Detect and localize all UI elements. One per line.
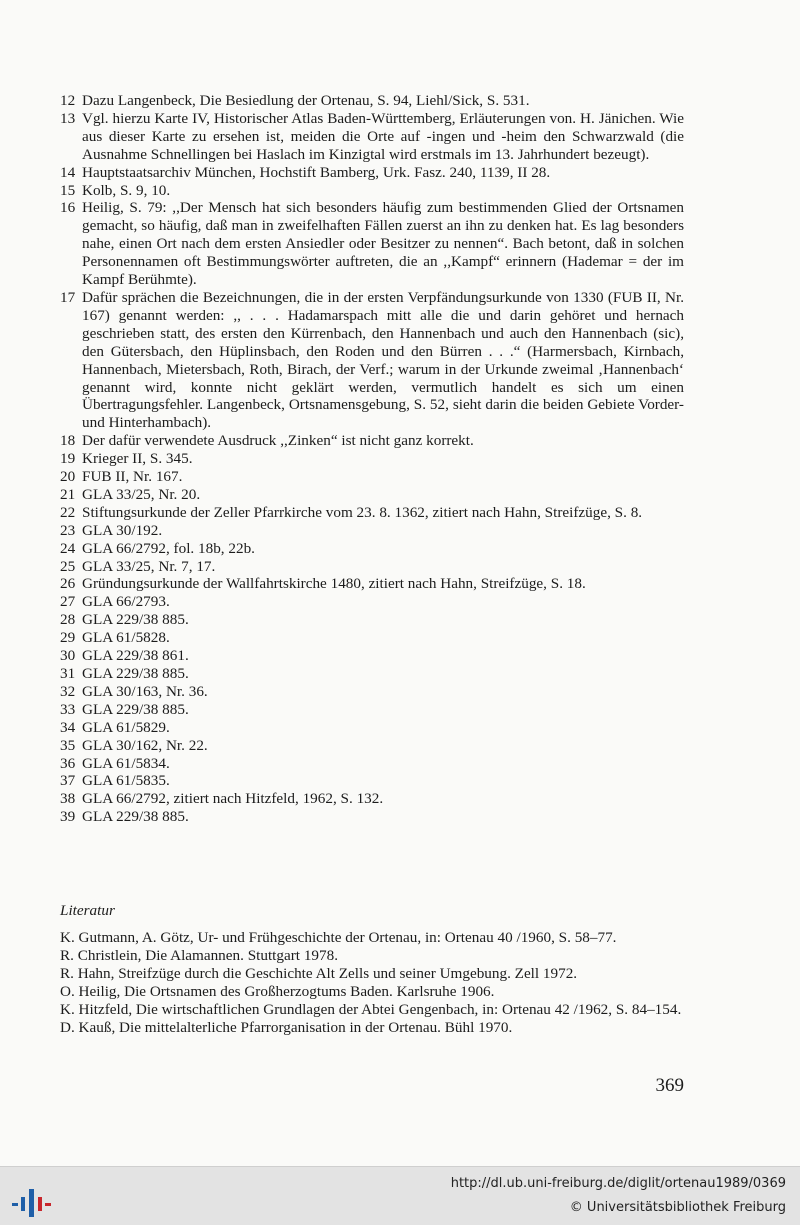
footnote-number: 20 (60, 468, 76, 486)
footnote-number: 26 (60, 575, 76, 593)
footnote-text: GLA 229/38 885. (82, 808, 189, 826)
ub-freiburg-logo-icon[interactable] (12, 1181, 52, 1217)
footnote-text: GLA 30/162, Nr. 22. (82, 736, 208, 754)
footnote-item (60, 772, 684, 790)
footnote-number: 27 (60, 593, 76, 611)
footnote-item (60, 486, 684, 504)
literatur-entry: O. Heilig, Die Ortsnamen des Großherzogtums Baden. Karlsruhe 1906. (60, 982, 495, 1000)
footnote-item (60, 737, 684, 755)
footnote-text: Der dafür verwendete Ausdruck ,,Zinken“ ist nicht ganz korrekt. (82, 432, 474, 450)
footnote-text: GLA 66/2792, fol. 18b, 22b. (82, 539, 255, 557)
footnote-text: Kolb, S. 9, 10. (82, 181, 171, 199)
footnote-text: GLA 61/5835. (82, 772, 170, 790)
footnote-number: 32 (60, 682, 76, 700)
footnote-number: 21 (60, 485, 76, 503)
footnote-text: FUB II, Nr. 167. (82, 468, 183, 486)
footnote-text: Krieger II, S. 345. (82, 450, 193, 468)
footnote-text: Gründungsurkunde der Wallfahrtskirche 1480, zitiert nach Hahn, Streifzüge, S. 18. (82, 575, 586, 593)
footnote-item (60, 665, 684, 683)
literatur-entry: R. Hahn, Streifzüge durch die Geschichte Alt Zells und seiner Umgebung. Zell 1972. (60, 964, 578, 982)
footnote-text: Dafür sprächen die Bezeichnungen, die in der ersten Verpfändungsurkunde von 1330 (FUB II, Nr. 167) genannt werden: ,, . . . Hadamarspach mitt alle die und darin gehöret und hernach geschrieben statt, des ersten den Kürrenbach, den Hannenbach und auch den Hannenbach (sic), den Gütersbach, den Hüplinsbach, den Roden und den Bürren . . .“ (Harmersbach, Kirnbach, Hannenbach, Mietersbach, Roth, Birach, der Verf.; warum in der Urkunde zweimal ‚Hannenbach‘ genannt wird, konnte nicht geklärt werden, vermutlich handelt es sich um einen Übertragungsfehler. Langenbeck, Ortsnamensgebung, S. 52, sieht darin die beiden Gebiete Vorder- und Hinterhambach). (82, 288, 684, 432)
literatur-entry: K. Hitzfeld, Die wirtschaftlichen Grundlagen der Abtei Gengenbach, in: Ortenau 42 /1962, S. 84–154. (60, 1000, 682, 1018)
footnote-number: 17 (60, 288, 76, 306)
footnote-number: 15 (60, 181, 76, 199)
footnote-item (60, 432, 684, 450)
footnote-item (60, 790, 684, 808)
footnote-text: GLA 229/38 885. (82, 611, 189, 629)
footnote-item (60, 701, 684, 719)
footnote-text: GLA 229/38 885. (82, 700, 189, 718)
footnote-text: GLA 30/192. (82, 521, 163, 539)
footnote-item (60, 719, 684, 737)
footnote-number: 16 (60, 199, 76, 217)
footnote-number: 24 (60, 539, 76, 557)
footnote-item (60, 450, 684, 468)
footnote-text: GLA 33/25, Nr. 7, 17. (82, 557, 216, 575)
footnote-number: 19 (60, 450, 76, 468)
source-url-link[interactable]: http://dl.ub.uni-freiburg.de/diglit/ortenau1989/0369 (450, 1176, 786, 1191)
footer-bar (0, 1166, 800, 1225)
footnote-number: 39 (60, 808, 76, 826)
footnote-item (60, 558, 684, 576)
literatur-entry: R. Christlein, Die Alamannen. Stuttgart 1978. (60, 946, 338, 964)
footnote-number: 22 (60, 503, 76, 521)
footnote-text: GLA 33/25, Nr. 20. (82, 485, 201, 503)
footnote-item (60, 575, 684, 593)
footnote-number: 12 (60, 92, 76, 109)
footnote-item (60, 182, 684, 200)
footnote-number: 35 (60, 736, 76, 754)
footnote-number: 28 (60, 611, 76, 629)
footnotes-list (60, 92, 684, 826)
footnote-item (60, 164, 684, 182)
footnote-number: 30 (60, 647, 76, 665)
footnote-number: 18 (60, 432, 76, 450)
footnote-item (60, 199, 684, 289)
footnote-number: 33 (60, 700, 76, 718)
literatur-list (60, 929, 684, 1036)
footnote-number: 29 (60, 629, 76, 647)
footnote-number: 25 (60, 557, 76, 575)
footnote-text: GLA 66/2793. (82, 593, 170, 611)
footnote-item (60, 504, 684, 522)
footnote-text: GLA 61/5829. (82, 718, 170, 736)
literatur-heading: Literatur (60, 902, 115, 919)
footnote-item (60, 540, 684, 558)
footnote-text: GLA 229/38 885. (82, 665, 189, 682)
footnote-item (60, 808, 684, 826)
literatur-entry: D. Kauß, Die mittelalterliche Pfarrorganisation in der Ortenau. Bühl 1970. (60, 1018, 513, 1036)
footnote-item (60, 110, 684, 164)
footnote-item (60, 629, 684, 647)
footnote-text: Heilig, S. 79: ,,Der Mensch hat sich besonders häufig zum bestimmenden Glied der Ortsnamen gemacht, so häufig, daß man in zweifelhaften Fällen zuerst an ihn zu denken hat. Es lag besonders nahe, einen Ort nach dem ersten Ansiedler oder Besitzer zu nennen“. Bach betont, daß in solchen Personennamen oft Bestimmungswörter auftreten, die an ,,Kampf“ erinnern (Hademar = der im Kampf Berühmte). (82, 199, 684, 289)
footnote-number: 14 (60, 163, 76, 181)
footnote-item (60, 289, 684, 432)
footnote-text: GLA 229/38 861. (82, 647, 189, 665)
footnote-text: Dazu Langenbeck, Die Besiedlung der Ortenau, S. 94, Liehl/Sick, S. 531. (82, 92, 530, 109)
footnote-number: 34 (60, 718, 76, 736)
footnote-item (60, 611, 684, 629)
footnote-item (60, 92, 684, 110)
footnote-number: 13 (60, 109, 76, 127)
footnote-item (60, 683, 684, 701)
footnote-number: 38 (60, 790, 76, 808)
literatur-entry: K. Gutmann, A. Götz, Ur- und Frühgeschichte der Ortenau, in: Ortenau 40 /1960, S. 58–77. (60, 929, 617, 946)
footnote-text: Hauptstaatsarchiv München, Hochstift Bamberg, Urk. Fasz. 240, 1139, II 28. (82, 163, 551, 181)
page-number: 369 (655, 1075, 684, 1096)
footnote-item (60, 522, 684, 540)
footnote-item (60, 647, 684, 665)
footnote-item (60, 468, 684, 486)
footnote-text: GLA 66/2792, zitiert nach Hitzfeld, 1962, S. 132. (82, 790, 384, 808)
footnote-text: Stiftungsurkunde der Zeller Pfarrkirche vom 23. 8. 1362, zitiert nach Hahn, Streifzüge, S. 8. (82, 503, 643, 521)
footnote-item (60, 593, 684, 611)
footnote-number: 31 (60, 665, 76, 682)
footnote-text: GLA 61/5828. (82, 629, 170, 647)
footnote-text: GLA 30/163, Nr. 36. (82, 682, 208, 700)
footnote-text: Vgl. hierzu Karte IV, Historischer Atlas Baden-Württemberg, Erläuterungen von. H. Jänichen. Wie aus dieser Karte zu ersehen ist, meiden die Orte auf -ingen und -heim den Schwarzwald (die Ausnahme Schnellingen bei Haslach im Kinzigtal wird erstmals im 13. Jahrhundert bezeugt). (82, 109, 684, 163)
footnote-item (60, 755, 684, 773)
copyright-text: © Universitätsbibliothek Freiburg (569, 1200, 786, 1215)
footnote-number: 37 (60, 772, 76, 790)
footnote-number: 36 (60, 754, 76, 772)
footnote-text: GLA 61/5834. (82, 754, 170, 772)
footnote-number: 23 (60, 521, 76, 539)
